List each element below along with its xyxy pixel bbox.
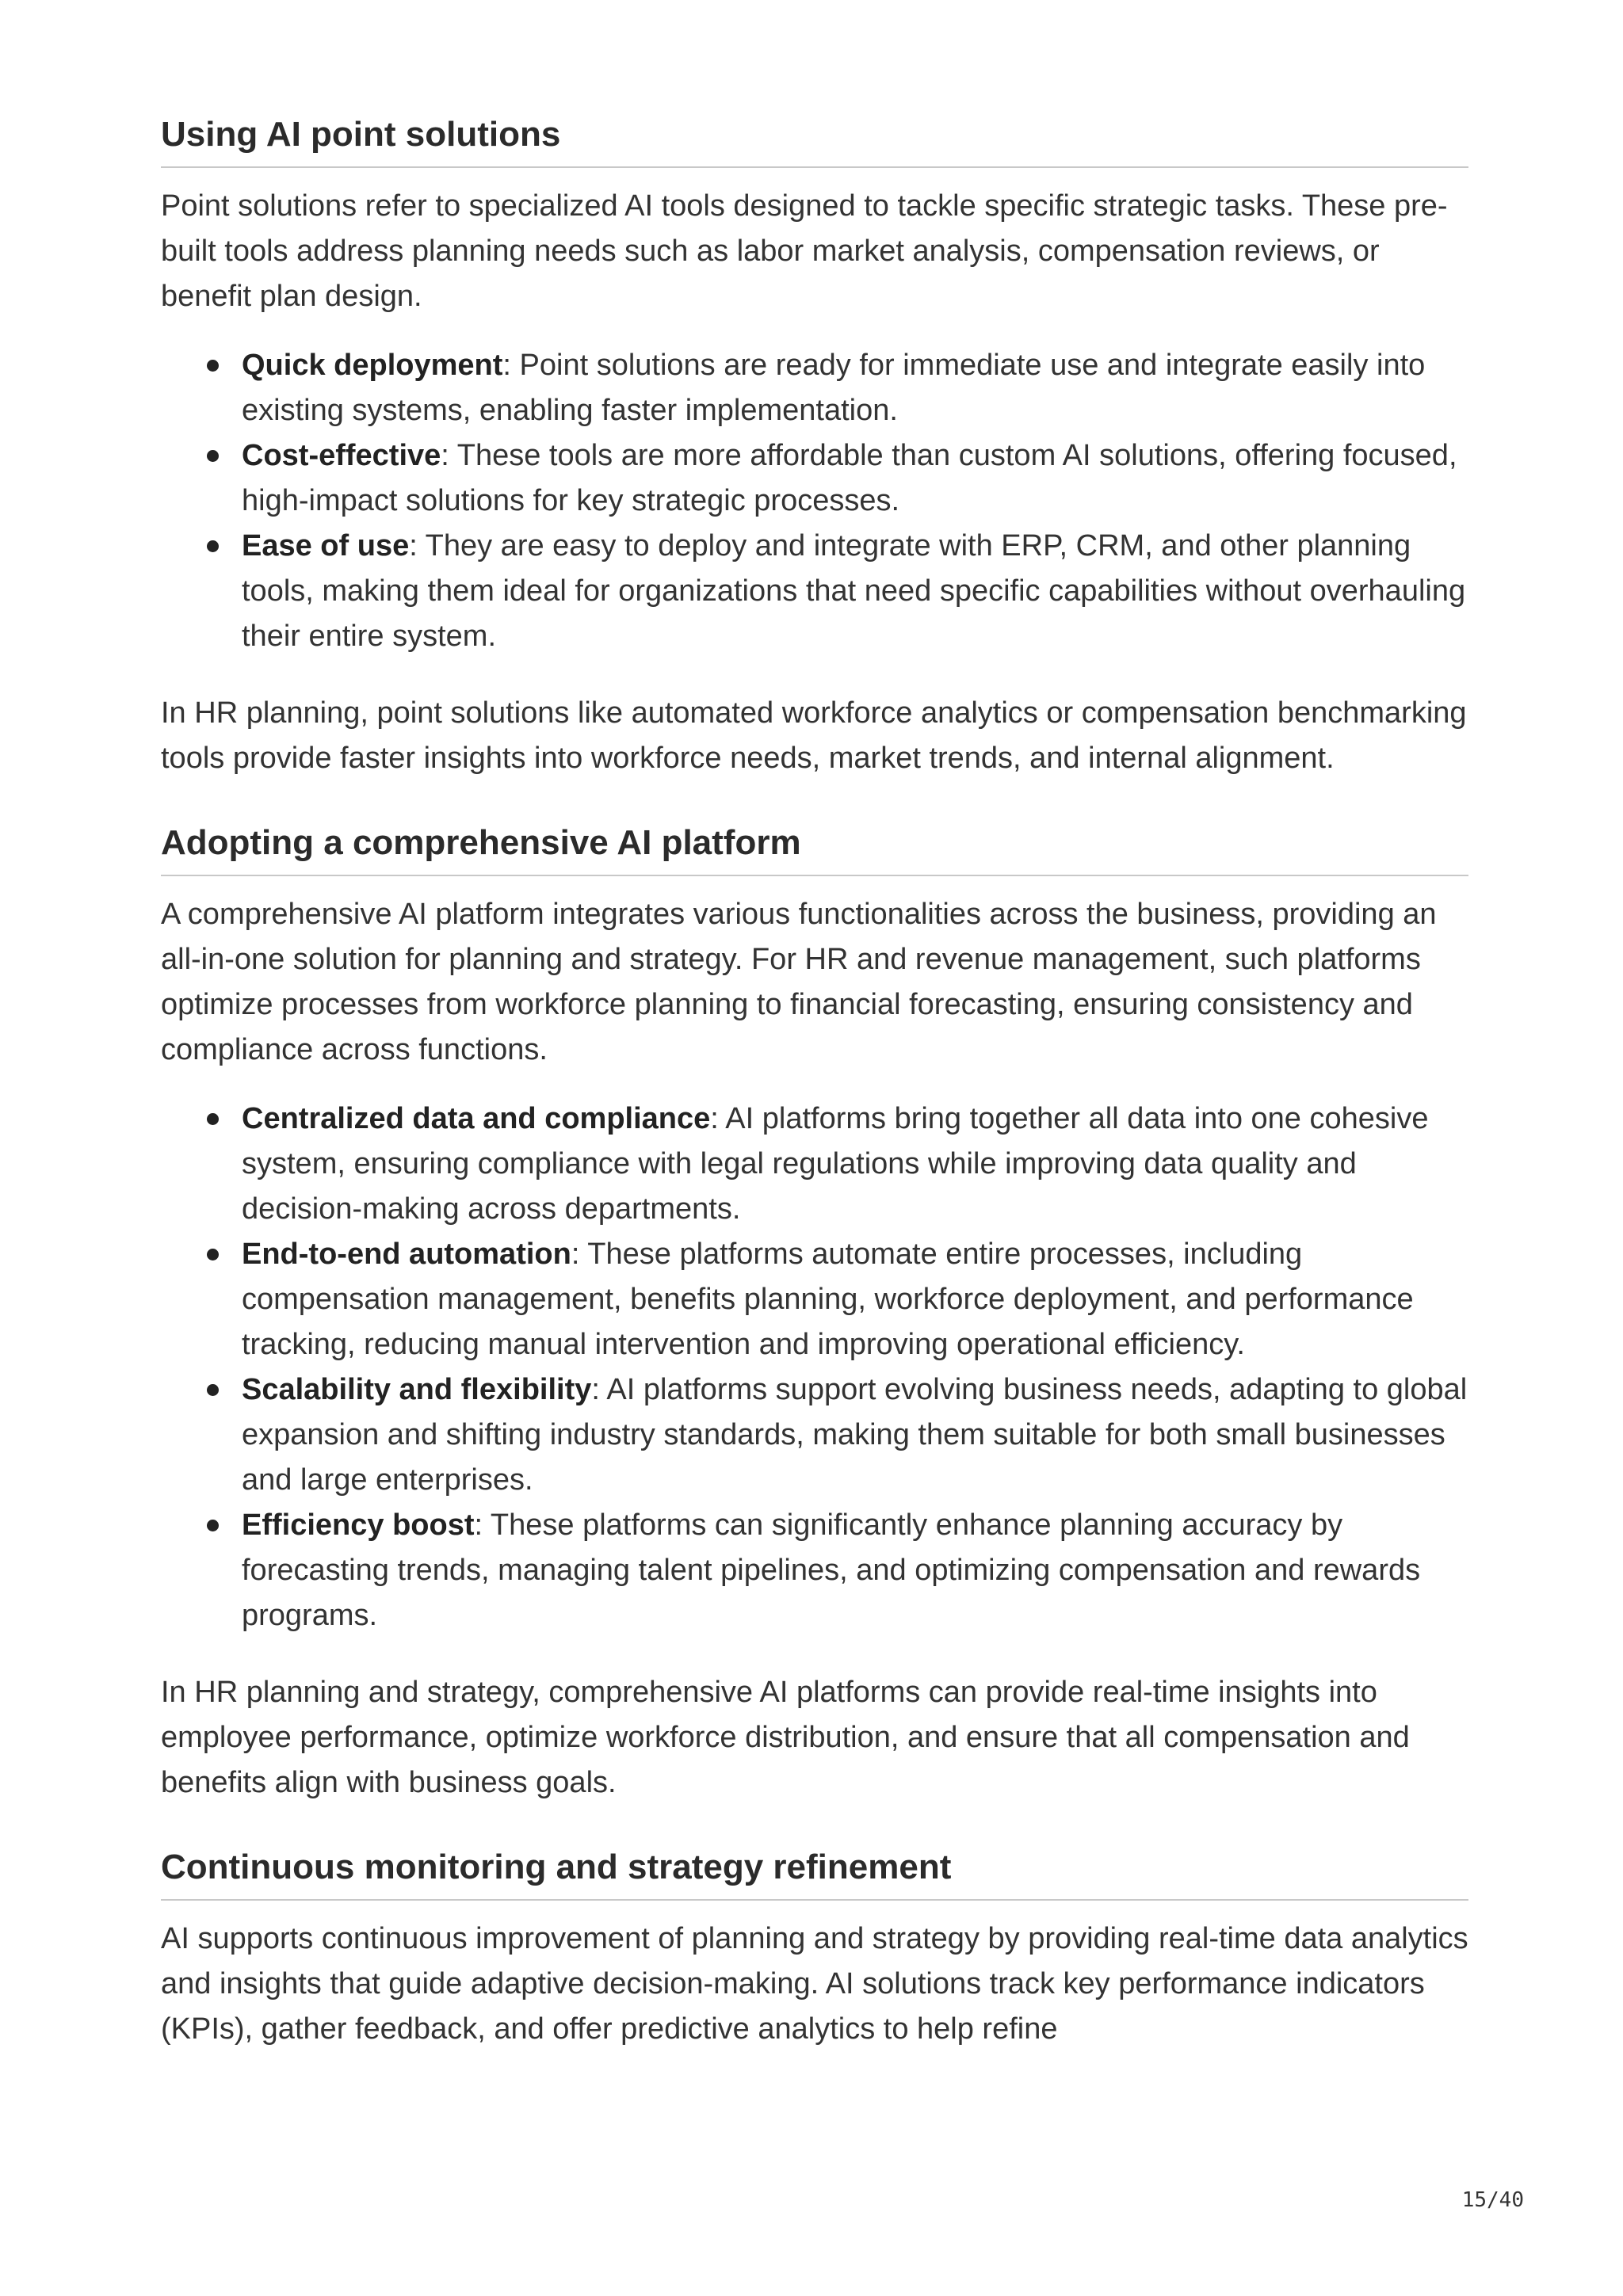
page-number: 15/40 (1461, 2188, 1524, 2212)
section-outro-point-solutions: In HR planning, point solutions like automated workforce analytics or compensation benchmarking tools provide faster insights into workforce needs, market trends, and internal alignment. (161, 696, 1467, 775)
bullet-icon (207, 1249, 219, 1261)
bullet-icon (207, 540, 219, 552)
list-item (242, 1503, 1468, 1638)
section-intro-point-solutions: Point solutions refer to specialized AI tools designed to tackle specific strategic tasks. These pre-built tools address planning needs such as labor market analysis, compensation reviews, or benefit plan design. (161, 189, 1448, 313)
bullet-term: Quick deployment (242, 349, 503, 382)
list-item (242, 1367, 1468, 1503)
bullet-text: : They are easy to deploy and integrate with ERP, CRM, and other planning tools, making them ideal for organizations that need specific capabilities without overhauling their entire system. (242, 529, 1466, 653)
bullet-term: Centralized data and compliance (242, 1102, 711, 1135)
list-item (242, 1232, 1468, 1367)
bullet-text: : These platforms automate entire processes, including compensation management, benefits planning, workforce deployment, and performance tracking, reducing manual intervention and improving operational efficiency. (242, 1238, 1414, 1361)
bullet-icon (207, 1113, 219, 1125)
bullet-text: : These platforms can significantly enhance planning accuracy by forecasting trends, managing talent pipelines, and optimizing compensation and rewards programs. (242, 1508, 1421, 1632)
list-item (242, 1097, 1468, 1232)
section-title-point-solutions: Using AI point solutions (161, 113, 1468, 168)
bullet-term: Efficiency boost (242, 1508, 475, 1542)
section-intro-continuous-monitoring: AI supports continuous improvement of planning and strategy by providing real-time data analytics and insights that guide adaptive decision-making. AI solutions track key performance indicators (KPIs), gather feedback, and offer predictive analytics to help refine (161, 1922, 1468, 2046)
list-item (242, 524, 1468, 659)
document-page (161, 113, 1468, 2052)
section-title-ai-platform: Adopting a comprehensive AI platform (161, 821, 1468, 876)
section-outro-ai-platform: In HR planning and strategy, comprehensive AI platforms can provide real-time insights into employee performance, optimize workforce distribution, and ensure that all compensation and benefits align with business goals. (161, 1676, 1410, 1799)
bullet-text: : Point solutions are ready for immediate use and integrate easily into existing systems, enabling faster implementation. (242, 349, 1426, 427)
bullet-text: : AI platforms bring together all data into one cohesive system, ensuring compliance with legal regulations while improving data quality and decision-making across departments. (242, 1102, 1429, 1226)
bullet-icon (207, 450, 219, 462)
bullet-term: Ease of use (242, 529, 410, 563)
bullet-term: End-to-end automation (242, 1238, 571, 1271)
bullet-icon (207, 360, 219, 372)
bullet-term: Cost-effective (242, 439, 441, 472)
bullet-list-point-solutions (161, 343, 1468, 659)
section-intro-ai-platform: A comprehensive AI platform integrates various functionalities across the business, providing an all-in-one solution for planning and strategy. For HR and revenue management, such platforms optimize processes from workforce planning to financial forecasting, ensuring consistency and compliance across functions. (161, 898, 1437, 1066)
list-item (242, 433, 1468, 524)
bullet-icon (207, 1520, 219, 1531)
section-title-continuous-monitoring: Continuous monitoring and strategy refinement (161, 1845, 1468, 1901)
bullet-text: : AI platforms support evolving business needs, adapting to global expansion and shifting industry standards, making them suitable for both small businesses and large enterprises. (242, 1373, 1468, 1497)
bullet-text: : These tools are more affordable than custom AI solutions, offering focused, high-impact solutions for key strategic processes. (242, 439, 1457, 517)
bullet-icon (207, 1384, 219, 1396)
bullet-term: Scalability and flexibility (242, 1373, 592, 1406)
bullet-list-ai-platform (161, 1097, 1468, 1638)
list-item (242, 343, 1468, 433)
